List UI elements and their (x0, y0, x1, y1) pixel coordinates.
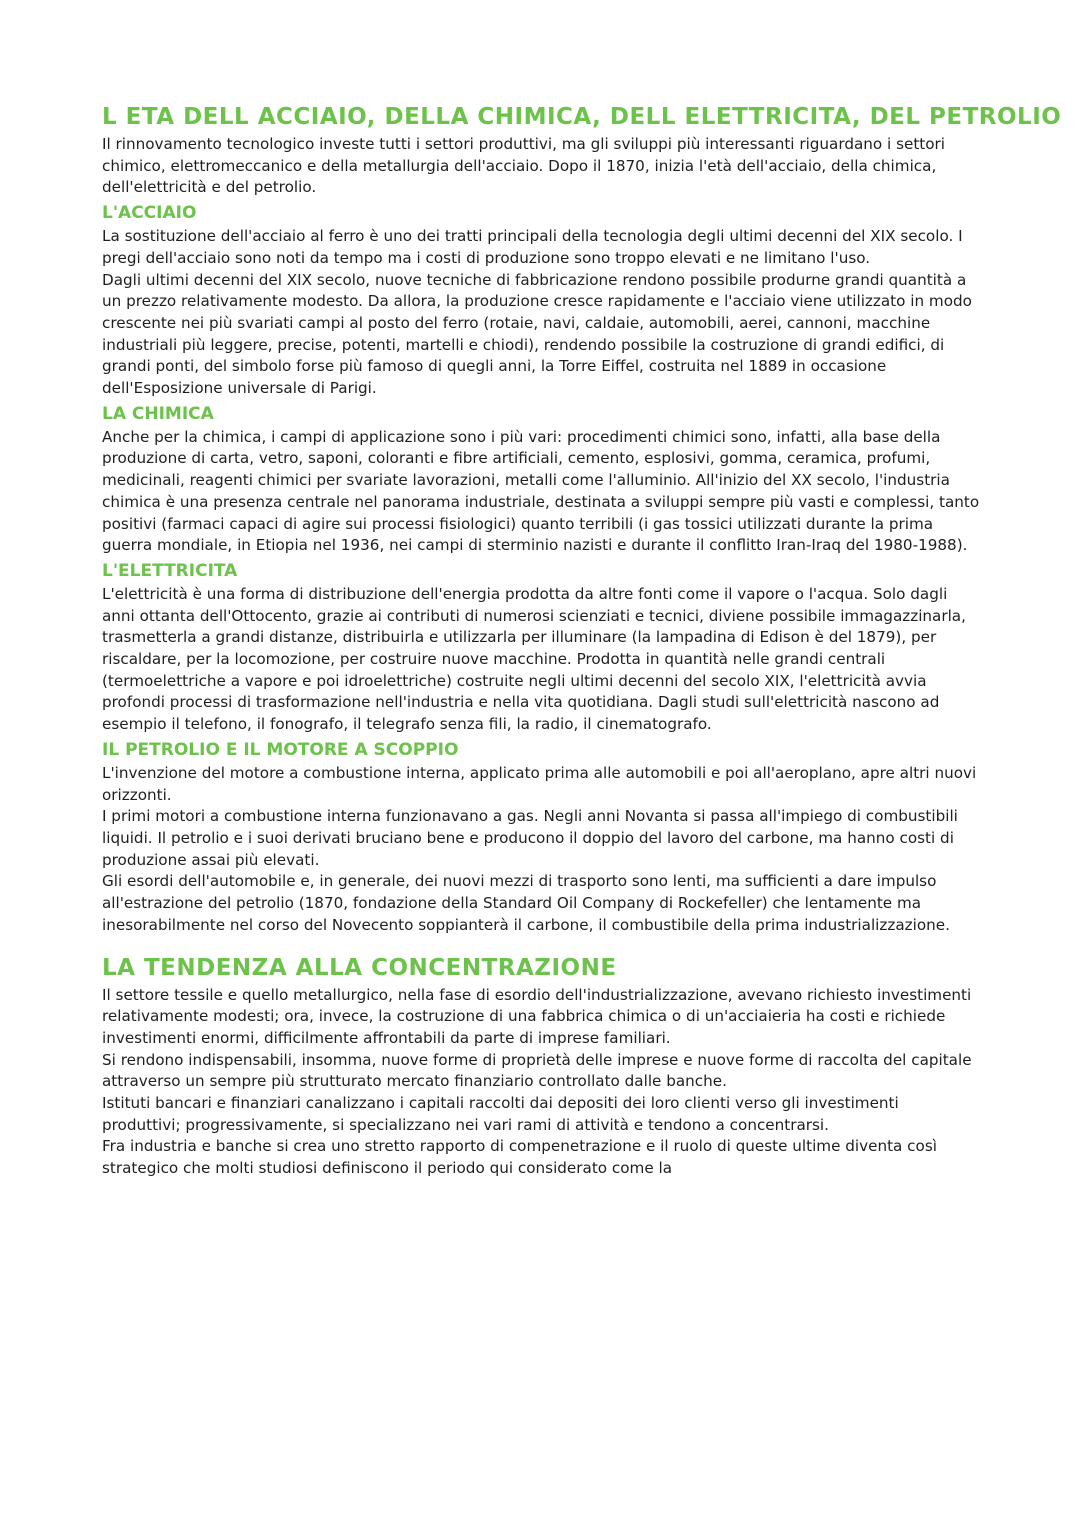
notes-content (102, 104, 1062, 1180)
subtitle-petrolio-motore: IL PETROLIO E IL MOTORE A SCOPPIO (102, 739, 459, 760)
paragraph-petrolio-3: Gli esordi dell'automobile e, in generale, dei nuovi mezzi di trasporto sono lenti, ma sufficienti a dare impulso all'estrazione del petrolio (1870, fondazione della Standard Oil Company di Rockefeller) che lentamente ma inesorabilmente nel corso del Novecento soppianterà il carbone, il combustibile della prima industrializzazione. (102, 872, 950, 934)
paragraph-intro: Il rinnovamento tecnologico investe tutti i settori produttivi, ma gli sviluppi più interessanti riguardano i settori chimico, elettromeccanico e della metallurgia dell'acciaio. Dopo il 1870, inizia l'età dell'acciaio, della chimica, dell'elettricità e del petrolio. (102, 135, 946, 197)
paragraph-elettricita: L'elettricità è una forma di distribuzione dell'energia prodotta da altre fonti come il vapore o l'acqua. Solo dagli anni ottanta dell'Ottocento, grazie ai contributi di numerosi scienziati e tecnici, diviene possibile immagazzinarla, trasmetterla a grandi distanze, distribuirla e utilizzarla per illuminare (la lampadina di Edison è del 1879), per riscaldare, per la locomozione, per costruire nuove macchine. Prodotta in quantità nelle grandi centrali (termoelettriche a vapore e poi idroelettriche) costruite negli ultimi decenni del secolo XIX, l'elettricità avvia profondi processi di trasformazione nell'industria e nella vita quotidiana. Dagli studi sull'elettricità nascono ad esempio il telefono, il fonografo, il telegrafo senza fili, la radio, il cinematografo. (102, 584, 966, 734)
paragraph-acciaio-2: Dagli ultimi decenni del XIX secolo, nuove tecniche di fabbricazione rendono possibile produrne grandi quantità a un prezzo relativamente modesto. Da allora, la produzione cresce rapidamente e l'acciaio viene utilizzato in modo crescente nei più svariati campi al posto del ferro (rotaie, navi, caldaie, automobili, aerei, cannoni, macchine industriali più leggere, precise, potenti, martelli e chiodi), rendendo possibile la costruzione di grandi edifici, di grandi ponti, del simbolo forse più famoso di quegli anni, la Torre Eiffel, costruita nel 1889 in occasione dell'Esposizione universale di Parigi. (102, 270, 972, 398)
paragraph-concentrazione-1: Il settore tessile e quello metallurgico, nella fase di esordio dell'industrializzazione, avevano richiesto investimenti relativamente modesti; ora, invece, la costruzione di una fabbrica chimica o di un'acciaieria ha costi e richiede investimenti enormi, difficilmente affrontabili da parte di imprese familiari. (102, 985, 972, 1047)
subtitle-elettricita: L'ELETTRICITA (102, 560, 238, 581)
section-title-concentrazione: LA TENDENZA ALLA CONCENTRAZIONE (102, 954, 617, 981)
subtitle-acciaio: L'ACCIAIO (102, 203, 197, 224)
paragraph-concentrazione-4: Fra industria e banche si crea uno stretto rapporto di compenetrazione e il ruolo di queste ultime diventa così strategico che molti studiosi definiscono il periodo qui considerato come la (102, 1137, 937, 1178)
paragraph-chimica: Anche per la chimica, i campi di applicazione sono i più vari: procedimenti chimici sono, infatti, alla base della produzione di carta, vetro, saponi, coloranti e fibre artificiali, cemento, esplosivi, gomma, ceramica, profumi, medicinali, reagenti chimici per svariate lavorazioni, metalli come l'alluminio. All'inizio del XX secolo, l'industria chimica è una presenza centrale nel panorama industriale, destinata a sviluppi sempre più vasti e complessi, tanto positivi (farmaci capaci di agire sui processi fisiologici) quanto terribili (i gas tossici utilizzati durante la prima guerra mondiale, in Etiopia nel 1936, nei campi di sterminio nazisti e durante il conflitto Iran-Iraq del 1980-1988). (102, 427, 980, 555)
section-title-eta-acciaio: L ETA DELL ACCIAIO, DELLA CHIMICA, DELL ELETTRICITA, DEL PETROLIO (102, 104, 1062, 130)
paragraph-petrolio-2: I primi motori a combustione interna funzionavano a gas. Negli anni Novanta si passa all'impiego di combustibili liquidi. Il petrolio e i suoi derivati bruciano bene e producono il doppio del lavoro del carbone, ma hanno costi di produzione assai più elevati. (102, 807, 958, 869)
paragraph-concentrazione-3: Istituti bancari e finanziari canalizzano i capitali raccolti dai depositi dei loro clienti verso gli investimenti produttivi; progressivamente, si specializzano nei vari rami di attività e tendono a concentrarsi. (102, 1094, 899, 1134)
paragraph-petrolio-1: L'invenzione del motore a combustione interna, applicato prima alle automobili e poi all'aeroplano, apre altri nuovi orizzonti. (102, 763, 977, 804)
subtitle-chimica: LA CHIMICA (102, 403, 214, 424)
paragraph-concentrazione-2: Si rendono indispensabili, insomma, nuove forme di proprietà delle imprese e nuove forme di raccolta del capitale attraverso un sempre più strutturato mercato finanziario controllato dalle banche. (102, 1050, 972, 1091)
paragraph-acciaio-1: La sostituzione dell'acciaio al ferro è uno dei tratti principali della tecnologia degli ultimi decenni del XIX secolo. I pregi dell'acciaio sono noti da tempo ma i costi di produzione sono troppo elevati e ne limitano l'uso. (102, 227, 963, 267)
